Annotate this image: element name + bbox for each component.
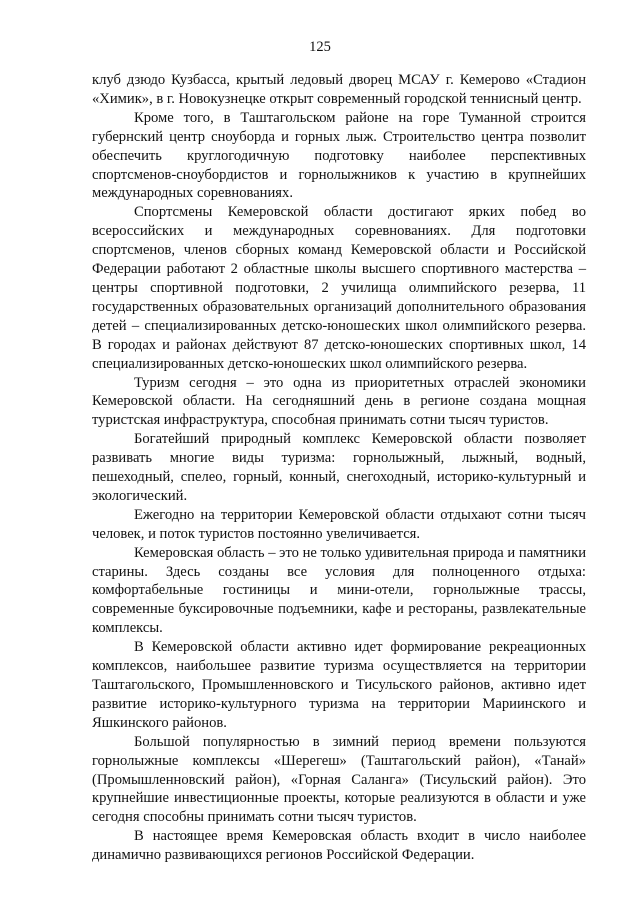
paragraph-infrastructure: Кемеровская область – это не только удивительная природа и памятники старины. Здесь созданы все условия для полноценного отдыха: комфортабельные гостиницы и мини-отели, горнолыжные трассы, современные буксировочные подъемники, кафе и рестораны, развлекательные комплексы. xyxy=(92,544,587,637)
page-number: 125 xyxy=(309,39,331,55)
paragraph-recreation-complexes: В Кемеровской области активно идет формирование рекреационных комплексов, наибольшее развитие туризма осуществляется на территории Таштагольского, Промышленновского и Тисульского районов, активно идет развитие историко-культурного туризма на территории Мариинского и Яшкинского районов. xyxy=(92,639,586,731)
paragraph-continuation: клуб дзюдо Кузбасса, крытый ледовый дворец МСАУ г. Кемерово «Стадион «Химик», в г. Новокузнецке открыт современный городской теннисный центр. xyxy=(92,72,586,107)
paragraph-tourism-types: Богатейший природный комплекс Кемеровской области позволяет развивать многие виды туризма: горнолыжный, лыжный, водный, пешеходный, спелео, горный, конный, снегоходный, историко-культурный и экологический. xyxy=(92,431,586,504)
paragraph-regional-development: В настоящее время Кемеровская область входит в число наиболее динамично развивающихся регионов Российской Федерации. xyxy=(92,828,586,864)
page-body xyxy=(92,71,586,865)
paragraph-sports-schools: Спортсмены Кемеровской области достигают ярких побед во всероссийских и международных соревнованиях. Для подготовки спортсменов, членов сборных команд Кемеровской области и Российской Федерации работают 2 областные школы высшего спортивного мастерства – центры спортивной подготовки, 2 училища олимпийского резерва, 11 государственных образовательных организаций дополнительного образования детей – специализированных детско-юношеских школ олимпийского резерва. В городах и районах действуют 87 детско-юношеских спортивных школ, 14 специализированных детско-юношеских школ олимпийского резерва. xyxy=(92,204,586,372)
paragraph-tourist-flow: Ежегодно на территории Кемеровской области отдыхают сотни тысяч человек, и поток туристов постоянно увеличивается. xyxy=(92,506,586,542)
paragraph-ski-resorts: Большой популярностью в зимний период времени пользуются горнолыжные комплексы «Шерегеш» (Таштагольский район), «Танай» (Промышленновский район), «Горная Саланга» (Тисульский район). Это крупнейшие инвестиционные проекты, которые реализуются в области и уже сегодня способны принимать сотни тысяч туристов. xyxy=(92,733,586,826)
paragraph-tourism-priority: Туризм сегодня – это одна из приоритетных отраслей экономики Кемеровской области. На сегодняшний день в регионе создана мощная туристская инфраструктура, способная принимать сотни тысяч туристов. xyxy=(92,374,586,429)
paragraph-snowboard-center: Кроме того, в Таштагольском районе на горе Туманной строится губернский центр сноуборда и горных лыж. Строительство центра позволит обеспечить круглогодичную подготовку наиболее перспективных спортсменов-сноубордистов и горнолыжников к участию в крупнейших международных соревнованиях. xyxy=(92,109,586,202)
